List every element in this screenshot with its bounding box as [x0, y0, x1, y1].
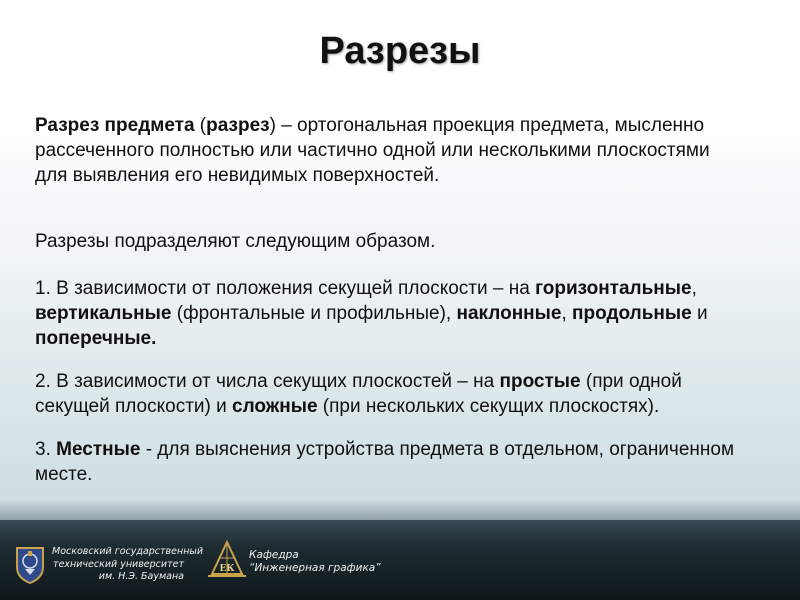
definition-term: Разрез предмета: [35, 115, 195, 136]
footer-fade: [0, 500, 800, 522]
item1-sep4: и: [691, 303, 708, 324]
item1-prefix: 1. В зависимости от положения секущей плоскости – на: [35, 278, 536, 299]
item2-sep2: (при нескольких секущих плоскостях).: [317, 396, 660, 417]
item2-simple: простые: [499, 371, 581, 392]
definition-paragraph: [35, 113, 735, 188]
university-crest-icon: [14, 545, 46, 585]
department-logo-icon: [206, 540, 248, 580]
university-line-2: технический университет: [53, 558, 184, 570]
item3-prefix: 3.: [35, 439, 57, 460]
department-line-1: Кафедра: [249, 549, 299, 561]
lead-paragraph: Разрезы подразделяют следующим образом.: [35, 231, 436, 252]
university-line-1: Московский государственный: [52, 546, 204, 557]
definition-open-paren: (: [194, 115, 207, 136]
item2-prefix: 2. В зависимости от числа секущих плоскостей – на: [35, 371, 500, 392]
list-item-3: [35, 437, 735, 487]
item1-inclined: наклонные: [456, 303, 562, 324]
department-line-2: “Инженерная графика”: [249, 562, 381, 574]
item3-local: Местные: [56, 439, 141, 460]
item2-sep1: (при одной секущей плоскости) и: [35, 371, 682, 417]
department-logo-letters: ЕК: [219, 564, 235, 574]
university-name: [52, 546, 204, 584]
slide-title: Разрезы: [319, 30, 481, 72]
definition-text: ) – ортогональная проекция предмета, мысленно рассеченного полностью или частично одной или несколькими плоскостями для выявления его невидимых поверхностей.: [35, 115, 710, 186]
item1-longitudinal: продольные: [572, 303, 692, 324]
item3-text: - для выяснения устройства предмета в отдельном, ограниченном месте.: [35, 439, 735, 485]
item1-transverse: поперечные.: [35, 328, 157, 349]
definition-term-short: разрез: [206, 115, 270, 136]
item1-horizontal: горизонтальные: [535, 278, 692, 299]
item1-vertical: вертикальные: [35, 303, 172, 324]
department-name: [249, 549, 381, 575]
item2-complex: сложные: [232, 396, 318, 417]
item1-sep3: ,: [561, 303, 573, 324]
item1-sep2: (фронтальные и профильные),: [171, 303, 457, 324]
university-line-3: им. Н.Э. Баумана: [98, 571, 184, 582]
list-item-1: [35, 276, 735, 351]
slide-content: [35, 113, 735, 505]
item1-sep1: ,: [691, 278, 697, 299]
list-item-2: [35, 369, 735, 419]
